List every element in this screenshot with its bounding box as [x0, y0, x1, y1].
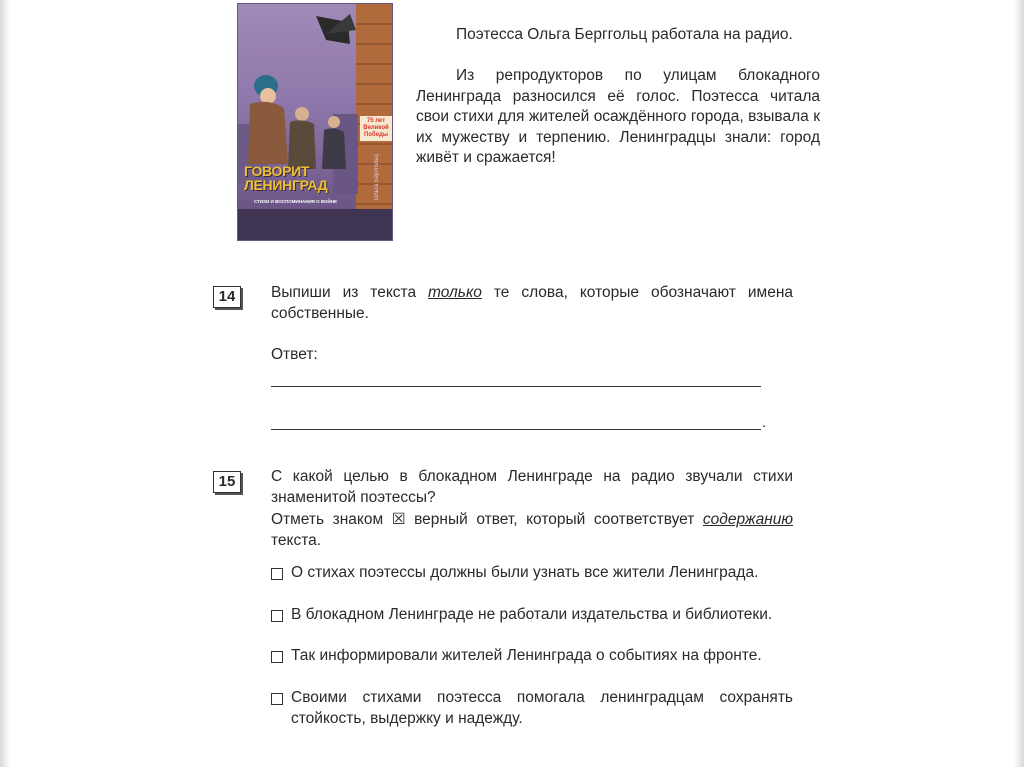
page-edge-left: [0, 0, 10, 767]
task-15-number: 15: [213, 471, 241, 493]
option-2-checkbox[interactable]: [271, 610, 283, 622]
task-14-text-before: Выпиши из текста: [271, 284, 429, 301]
task-14-number: 14: [213, 286, 241, 308]
task-14-answer-line-1[interactable]: [271, 364, 761, 387]
page-edge-right: [1014, 0, 1024, 767]
intro-paragraph-1: Поэтесса Ольга Берггольц работала на радио.: [456, 26, 793, 43]
option-3-text: Так информировали жителей Ленинграда о событиях на фронте.: [291, 647, 762, 664]
task-15-emphasis: содержанию: [702, 511, 793, 528]
cover-subtitle: СТИХИ И ВОСПОМИНАНИЯ О ВОЙНЕ: [254, 199, 338, 204]
option-3-checkbox[interactable]: [271, 651, 283, 663]
task-14-emphasis: только: [428, 284, 482, 301]
task-14-question: [271, 283, 793, 324]
option-1-checkbox[interactable]: [271, 568, 283, 580]
task-15-option-3[interactable]: [271, 646, 793, 667]
option-1-text: О стихах поэтессы должны были узнать все жители Ленинграда.: [291, 564, 759, 581]
cover-title-line1: ГОВОРИТ: [244, 163, 310, 179]
task-15-instr-before: Отметь знаком ☒ верный ответ, который соответствует: [271, 511, 703, 528]
task-15-instr-after: текста.: [271, 531, 322, 549]
book-cover-image: [238, 4, 392, 240]
task-15-option-2[interactable]: [271, 605, 793, 626]
cover-anniversary-badge: 75 лет Великой Победы: [360, 116, 392, 141]
task-14-line-end: .: [762, 414, 767, 431]
task-14-text-after: те слова, которые обозначают имена собственные.: [271, 284, 793, 322]
task-15-option-4[interactable]: [271, 688, 793, 729]
task-15-instruction: [271, 510, 793, 551]
cover-author: Ольга Берггольц: [374, 154, 380, 201]
task-14-answer-label: Ответ:: [271, 346, 318, 363]
option-4-text: Своими стихами поэтесса помогала ленинградцам сохранять стойкость, выдержку и надежду.: [291, 689, 793, 727]
task-15-option-1[interactable]: [271, 563, 793, 584]
cover-title: [244, 164, 356, 192]
cover-title-line2: ЛЕНИНГРАД: [244, 177, 328, 193]
intro-paragraph-2: Из репродукторов по улицам блокадного Ленинграда разносился её голос. Поэтесса читала свои стихи для жителей осаждённого города, взывала к их мужеству и терпению. Ленинградцы знали: город живёт и сражается!: [416, 67, 820, 166]
task-14-answer-line-2[interactable]: [271, 407, 761, 430]
option-4-checkbox[interactable]: [271, 693, 283, 705]
option-2-text: В блокадном Ленинграде не работали издательства и библиотеки.: [291, 606, 773, 623]
task-15-question: С какой целью в блокадном Ленинграде на радио звучали стихи знаменитой поэтессы?: [271, 468, 793, 506]
